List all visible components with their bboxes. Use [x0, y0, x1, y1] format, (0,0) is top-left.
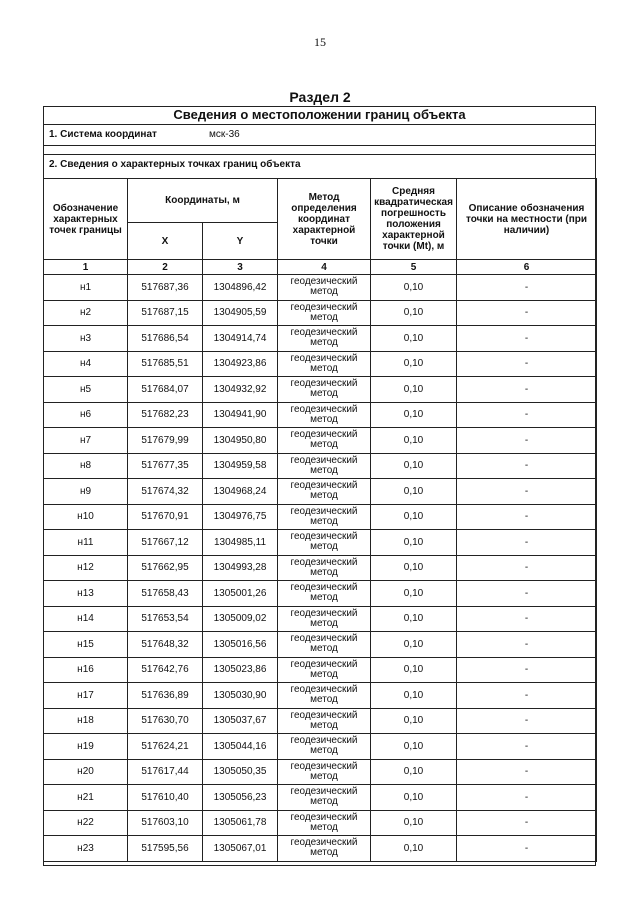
method-cell: геодезический метод — [278, 402, 371, 428]
method-cell: геодезический метод — [278, 326, 371, 352]
x-cell: 517687,36 — [128, 275, 203, 301]
description-cell: - — [457, 632, 597, 658]
description-cell: - — [457, 402, 597, 428]
y-cell: 1305023,86 — [203, 657, 278, 683]
table-row — [44, 402, 597, 428]
point-id-cell: н17 — [44, 683, 128, 709]
description-cell: - — [457, 734, 597, 760]
x-cell: 517685,51 — [128, 351, 203, 377]
x-cell: 517687,15 — [128, 300, 203, 326]
table-row — [44, 657, 597, 683]
description-cell: - — [457, 326, 597, 352]
x-cell: 517648,32 — [128, 632, 203, 658]
error-cell: 0,10 — [371, 453, 457, 479]
description-cell: - — [457, 504, 597, 530]
table-row — [44, 530, 597, 556]
description-cell: - — [457, 555, 597, 581]
description-cell: - — [457, 657, 597, 683]
error-cell: 0,10 — [371, 785, 457, 811]
point-id-cell: н10 — [44, 504, 128, 530]
spacer-row — [43, 146, 596, 155]
description-cell: - — [457, 810, 597, 836]
x-cell: 517674,32 — [128, 479, 203, 505]
method-cell: геодезический метод — [278, 530, 371, 556]
header-x: X — [128, 223, 203, 260]
method-cell: геодезический метод — [278, 785, 371, 811]
method-cell: геодезический метод — [278, 377, 371, 403]
x-cell: 517658,43 — [128, 581, 203, 607]
point-id-cell: н18 — [44, 708, 128, 734]
error-cell: 0,10 — [371, 300, 457, 326]
error-cell: 0,10 — [371, 504, 457, 530]
error-cell: 0,10 — [371, 402, 457, 428]
table-row — [44, 377, 597, 403]
point-id-cell: н7 — [44, 428, 128, 454]
section-title: Раздел 2 — [289, 89, 351, 105]
y-cell: 1305016,56 — [203, 632, 278, 658]
description-cell: - — [457, 785, 597, 811]
y-cell: 1305009,02 — [203, 606, 278, 632]
method-cell: геодезический метод — [278, 453, 371, 479]
y-cell: 1305056,23 — [203, 785, 278, 811]
table-row — [44, 708, 597, 734]
x-cell: 517630,70 — [128, 708, 203, 734]
header-method: Метод определения координат характерной точки — [278, 179, 371, 260]
method-cell: геодезический метод — [278, 683, 371, 709]
error-cell: 0,10 — [371, 479, 457, 505]
y-cell: 1305067,01 — [203, 836, 278, 862]
table-row — [44, 734, 597, 760]
x-cell: 517642,76 — [128, 657, 203, 683]
x-cell: 517617,44 — [128, 759, 203, 785]
error-cell: 0,10 — [371, 734, 457, 760]
page-number: 15 — [314, 35, 326, 49]
x-cell: 517670,91 — [128, 504, 203, 530]
point-id-cell: н9 — [44, 479, 128, 505]
method-cell: геодезический метод — [278, 300, 371, 326]
table-row — [44, 836, 597, 862]
method-cell: геодезический метод — [278, 275, 371, 301]
x-cell: 517662,95 — [128, 555, 203, 581]
method-cell: геодезический метод — [278, 657, 371, 683]
table-row — [44, 785, 597, 811]
description-cell: - — [457, 453, 597, 479]
point-id-cell: н21 — [44, 785, 128, 811]
description-cell: - — [457, 351, 597, 377]
error-cell: 0,10 — [371, 683, 457, 709]
error-cell: 0,10 — [371, 555, 457, 581]
y-cell: 1304941,90 — [203, 402, 278, 428]
x-cell: 517679,99 — [128, 428, 203, 454]
points-table — [43, 178, 597, 862]
error-cell: 0,10 — [371, 836, 457, 862]
error-cell: 0,10 — [371, 708, 457, 734]
error-cell: 0,10 — [371, 632, 457, 658]
point-id-cell: н2 — [44, 300, 128, 326]
description-cell: - — [457, 606, 597, 632]
point-id-cell: н5 — [44, 377, 128, 403]
description-cell: - — [457, 428, 597, 454]
error-cell: 0,10 — [371, 657, 457, 683]
y-cell: 1305061,78 — [203, 810, 278, 836]
col-number: 4 — [278, 260, 371, 275]
x-cell: 517603,10 — [128, 810, 203, 836]
description-cell: - — [457, 759, 597, 785]
x-cell: 517686,54 — [128, 326, 203, 352]
header-error: Средняя квадратическая погрешность положения характерной точки (Mt), м — [371, 179, 457, 260]
description-cell: - — [457, 708, 597, 734]
point-id-cell: н11 — [44, 530, 128, 556]
point-id-cell: н23 — [44, 836, 128, 862]
description-cell: - — [457, 479, 597, 505]
x-cell: 517610,40 — [128, 785, 203, 811]
y-cell: 1304976,75 — [203, 504, 278, 530]
table-row — [44, 606, 597, 632]
col-number: 6 — [457, 260, 597, 275]
col-number: 1 — [44, 260, 128, 275]
error-cell: 0,10 — [371, 351, 457, 377]
col-number: 2 — [128, 260, 203, 275]
x-cell: 517653,54 — [128, 606, 203, 632]
description-cell: - — [457, 275, 597, 301]
method-cell: геодезический метод — [278, 632, 371, 658]
point-id-cell: н8 — [44, 453, 128, 479]
y-cell: 1304914,74 — [203, 326, 278, 352]
x-cell: 517595,56 — [128, 836, 203, 862]
x-cell: 517684,07 — [128, 377, 203, 403]
point-id-cell: н6 — [44, 402, 128, 428]
point-id-cell: н15 — [44, 632, 128, 658]
error-cell: 0,10 — [371, 606, 457, 632]
header-designation: Обозначение характерных точек границы — [44, 179, 128, 260]
col-number: 3 — [203, 260, 278, 275]
point-id-cell: н13 — [44, 581, 128, 607]
x-cell: 517677,35 — [128, 453, 203, 479]
error-cell: 0,10 — [371, 581, 457, 607]
y-cell: 1304896,42 — [203, 275, 278, 301]
point-id-cell: н12 — [44, 555, 128, 581]
point-id-cell: н14 — [44, 606, 128, 632]
error-cell: 0,10 — [371, 326, 457, 352]
method-cell: геодезический метод — [278, 428, 371, 454]
y-cell: 1304993,28 — [203, 555, 278, 581]
point-id-cell: н3 — [44, 326, 128, 352]
description-cell: - — [457, 377, 597, 403]
x-cell: 517682,23 — [128, 402, 203, 428]
table-row — [44, 275, 597, 301]
y-cell: 1304905,59 — [203, 300, 278, 326]
x-cell: 517624,21 — [128, 734, 203, 760]
method-cell: геодезический метод — [278, 810, 371, 836]
method-cell: геодезический метод — [278, 581, 371, 607]
table-row — [44, 453, 597, 479]
table-row — [44, 759, 597, 785]
point-id-cell: н20 — [44, 759, 128, 785]
table-row — [44, 504, 597, 530]
description-cell: - — [457, 581, 597, 607]
method-cell: геодезический метод — [278, 504, 371, 530]
y-cell: 1304959,58 — [203, 453, 278, 479]
coord-system-value: мск-36 — [209, 129, 240, 140]
error-cell: 0,10 — [371, 428, 457, 454]
y-cell: 1304968,24 — [203, 479, 278, 505]
error-cell: 0,10 — [371, 759, 457, 785]
method-cell: геодезический метод — [278, 734, 371, 760]
y-cell: 1304950,80 — [203, 428, 278, 454]
description-cell: - — [457, 683, 597, 709]
table-row — [44, 300, 597, 326]
x-cell: 517667,12 — [128, 530, 203, 556]
method-cell: геодезический метод — [278, 555, 371, 581]
error-cell: 0,10 — [371, 377, 457, 403]
coord-system-row — [43, 125, 596, 146]
method-cell: геодезический метод — [278, 351, 371, 377]
table-row — [44, 326, 597, 352]
header-coords: Координаты, м — [128, 179, 278, 223]
point-id-cell: н4 — [44, 351, 128, 377]
y-cell: 1305037,67 — [203, 708, 278, 734]
y-cell: 1305030,90 — [203, 683, 278, 709]
coord-system-label: 1. Система координат — [49, 129, 157, 140]
error-cell: 0,10 — [371, 530, 457, 556]
table-row — [44, 555, 597, 581]
table-row — [44, 479, 597, 505]
method-cell: геодезический метод — [278, 606, 371, 632]
main-title: Сведения о местоположении границ объекта — [43, 106, 596, 125]
method-cell: геодезический метод — [278, 479, 371, 505]
description-cell: - — [457, 530, 597, 556]
table-row — [44, 351, 597, 377]
description-cell: - — [457, 300, 597, 326]
y-cell: 1304923,86 — [203, 351, 278, 377]
y-cell: 1305001,26 — [203, 581, 278, 607]
y-cell: 1305044,16 — [203, 734, 278, 760]
description-cell: - — [457, 836, 597, 862]
header-y: Y — [203, 223, 278, 260]
header-description: Описание обозначения точки на местности (при наличии) — [457, 179, 597, 260]
method-cell: геодезический метод — [278, 708, 371, 734]
error-cell: 0,10 — [371, 810, 457, 836]
table-row — [44, 632, 597, 658]
y-cell: 1305050,35 — [203, 759, 278, 785]
point-id-cell: н16 — [44, 657, 128, 683]
y-cell: 1304932,92 — [203, 377, 278, 403]
table-row — [44, 428, 597, 454]
method-cell: геодезический метод — [278, 759, 371, 785]
table-row — [44, 810, 597, 836]
x-cell: 517636,89 — [128, 683, 203, 709]
points-title: 2. Сведения о характерных точках границ объекта — [49, 159, 301, 170]
point-id-cell: н1 — [44, 275, 128, 301]
table-row — [44, 581, 597, 607]
point-id-cell: н22 — [44, 810, 128, 836]
error-cell: 0,10 — [371, 275, 457, 301]
method-cell: геодезический метод — [278, 836, 371, 862]
y-cell: 1304985,11 — [203, 530, 278, 556]
table-row — [44, 683, 597, 709]
point-id-cell: н19 — [44, 734, 128, 760]
col-number: 5 — [371, 260, 457, 275]
